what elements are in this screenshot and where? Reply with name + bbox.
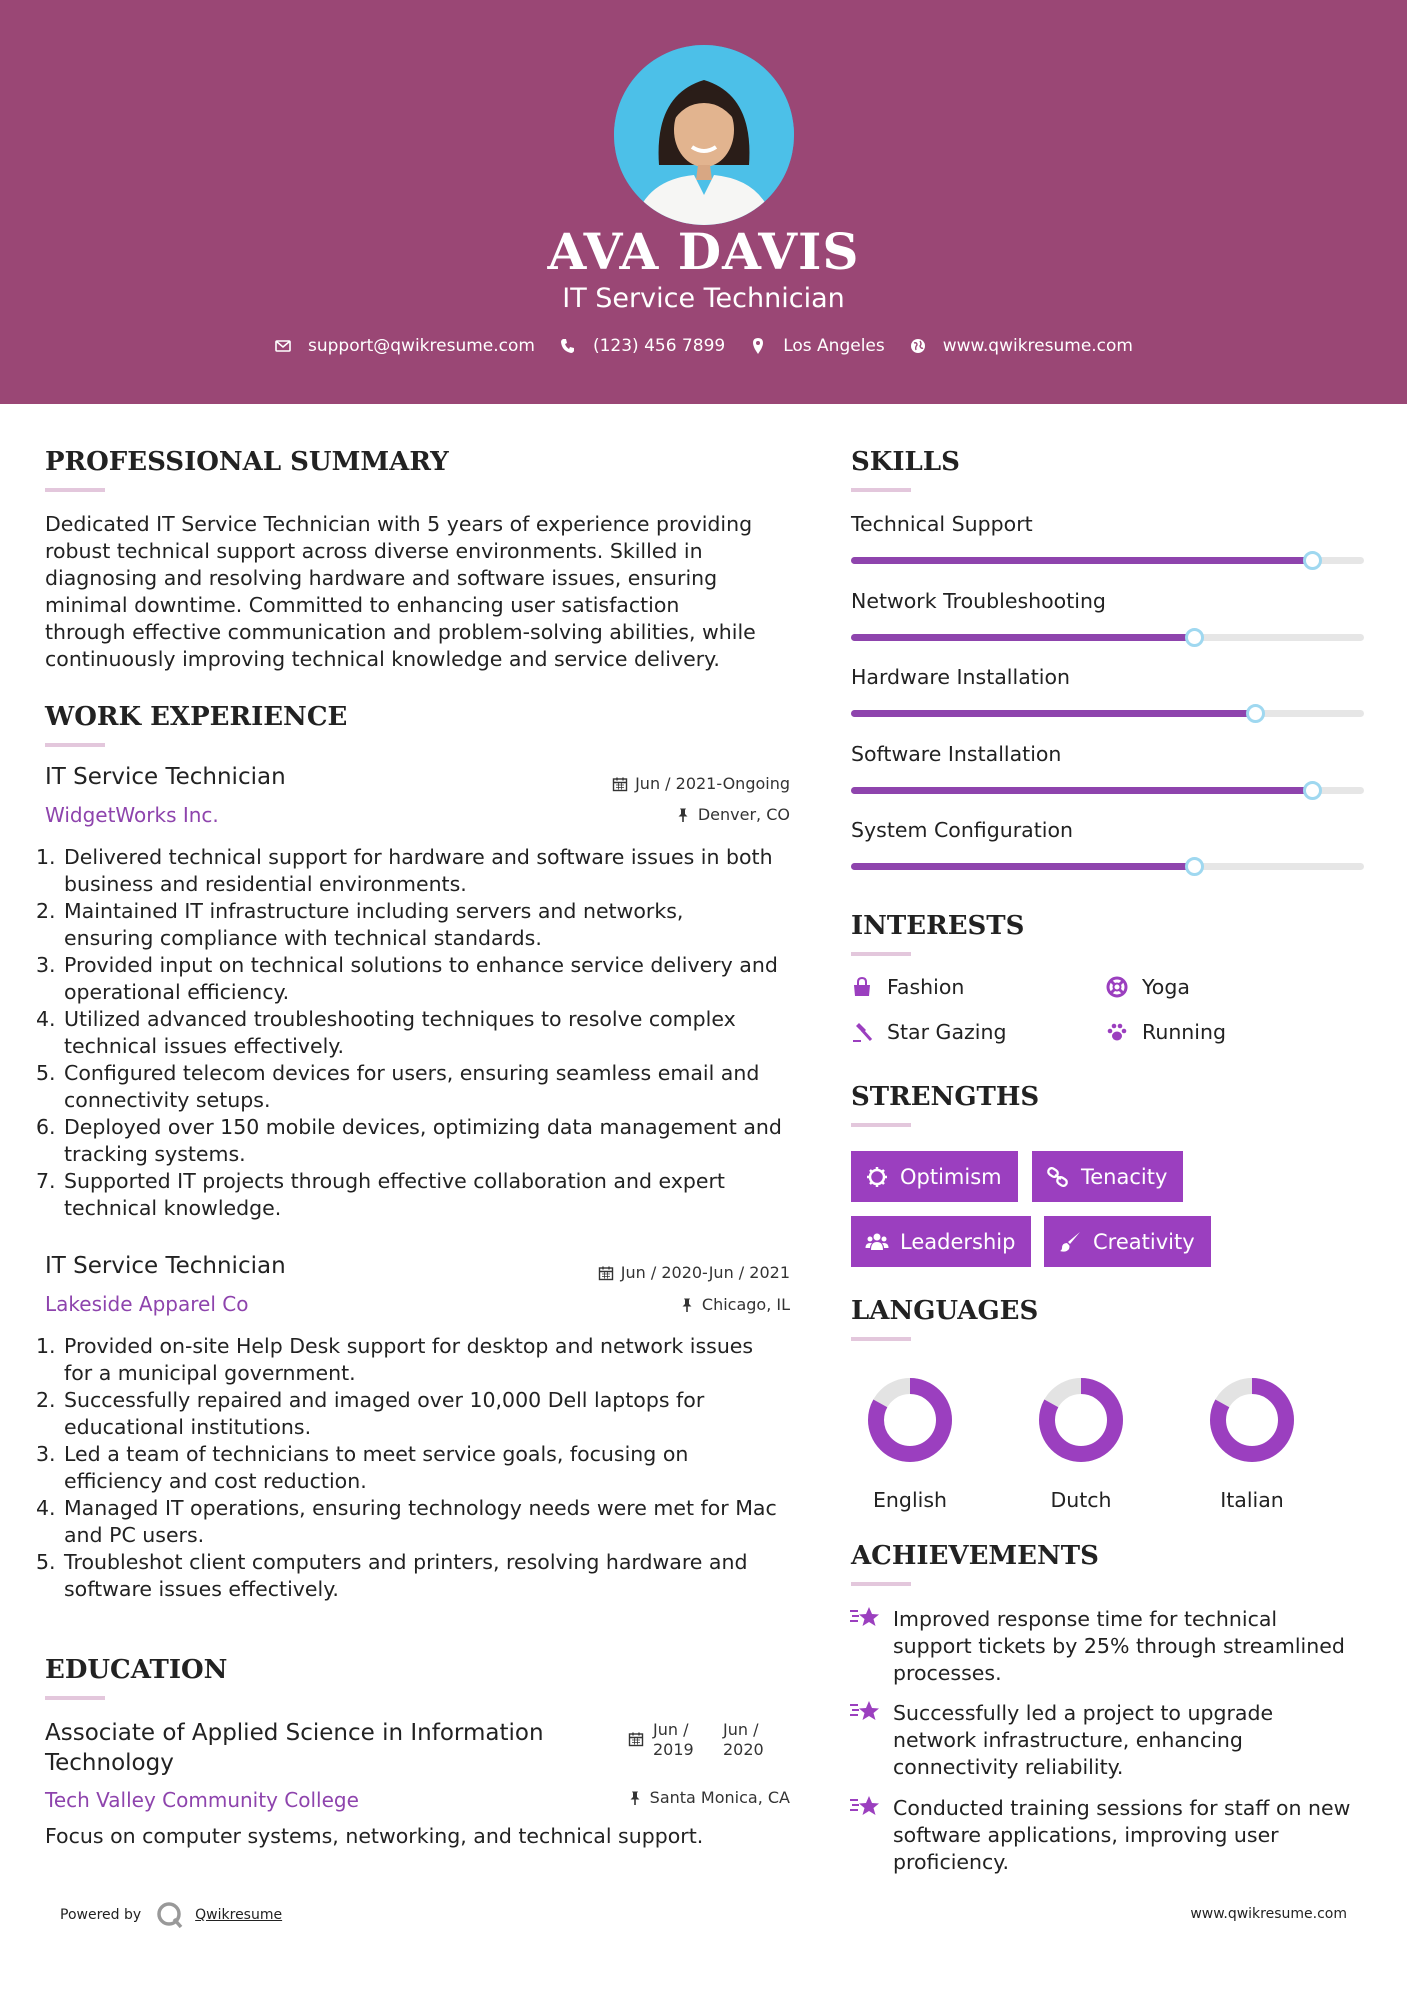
qwikresume-link[interactable]: Qwikresume [195,1907,283,1923]
qwikresume-logo-icon [155,1900,185,1930]
summary-line: minimal downtime. Committed to enhancing user satisfaction [45,593,680,617]
shooting-star-icon [849,1604,881,1632]
work-rule [45,743,105,747]
job-title: IT Service Technician [45,1253,286,1279]
website-text: www.qwikresume.com [942,336,1133,356]
skill-label: Software Installation [851,741,1062,766]
envelope-icon [274,337,292,355]
contact-email[interactable] [274,336,535,356]
pushpin-icon [627,1790,643,1806]
pushpin-icon [679,1297,695,1313]
shooting-star-icon [849,1698,881,1726]
users-icon [865,1230,889,1254]
skill-bar [851,557,1364,564]
profile-photo [614,45,794,225]
language-label: Dutch [1050,1488,1112,1512]
education-start-date: Jun / 2019 [653,1720,694,1759]
skill-bar-fill [851,787,1313,794]
list-item: 2. Maintained IT infrastructure including servers and networks, ensuring compliance with technical standards. [36,899,684,950]
education-heading: EDUCATION [45,1655,228,1685]
paw-icon [1106,1021,1128,1043]
shooting-star-icon [849,1793,881,1821]
language-donut [1031,1370,1131,1470]
list-item: 3. Provided input on technical solutions to enhance service delivery and operational efficiency. [36,953,778,1004]
job-title: IT Service Technician [45,764,286,790]
phone-text: (123) 456 7899 [592,336,726,356]
skill-label: Technical Support [851,512,1033,536]
resume-header [0,0,1407,404]
list-item: 4. Managed IT operations, ensuring technology needs were met for Mac and PC users. [36,1496,777,1547]
contact-website[interactable] [909,336,1133,356]
languages-heading: LANGUAGES [851,1296,1039,1326]
list-item: 1. Delivered technical support for hardware and software issues in both business and residential environments. [36,845,773,896]
job-date-text: Jun / 2021-Ongoing [635,774,790,793]
skill-level-knob [1185,857,1204,876]
skill-bar [851,634,1364,641]
interest-item: Running [1106,1020,1226,1044]
summary-line: through effective communication and problem-solving abilities, while [45,620,756,644]
skill-level-knob [1185,628,1204,647]
globe-icon [909,337,927,355]
achievement-item: Successfully led a project to upgrade network infrastructure, enhancing connectivity reliability. [849,1700,1273,1781]
pushpin-icon [675,807,691,823]
job-date [598,1263,790,1282]
footer-website[interactable]: www.qwikresume.com [1190,1906,1347,1922]
lifebuoy-icon [1106,976,1128,998]
strength-badge: Leadership [851,1216,1031,1267]
job-date-text: Jun / 2020-Jun / 2021 [620,1263,790,1282]
school-name: Tech Valley Community College [45,1788,359,1812]
strength-badge: Tenacity [1032,1151,1183,1202]
skill-bar-fill [851,710,1256,717]
gear-icon [865,1165,889,1189]
job-location-text: Chicago, IL [701,1295,790,1314]
email-text: support@qwikresume.com [308,336,535,356]
languages-rule [851,1337,911,1341]
summary-heading: PROFESSIONAL SUMMARY [45,447,449,477]
gavel-icon [851,1021,873,1043]
location-text: Los Angeles [783,336,885,356]
list-item: 3. Led a team of technicians to meet service goals, focusing on efficiency and cost reduction. [36,1442,689,1493]
skill-bar [851,787,1364,794]
list-item: 7. Supported IT projects through effective collaboration and expert technical knowledge. [36,1169,725,1220]
language-label: Italian [1220,1488,1284,1512]
job-location [679,1295,790,1314]
skill-bar [851,710,1364,717]
strengths-heading: STRENGTHS [851,1082,1040,1112]
education-rule [45,1696,105,1700]
job-duties [36,844,805,1222]
interest-item: Fashion [851,975,964,999]
language-item [860,1370,960,1512]
map-marker-icon [749,337,767,355]
shopping-bag-icon [851,976,873,998]
list-item: 2. Successfully repaired and imaged over 10,000 Dell laptops for educational institutions. [36,1388,705,1439]
powered-by [60,1900,282,1930]
skill-bar-fill [851,557,1313,564]
language-donut [860,1370,960,1470]
education-description: Focus on computer systems, networking, and technical support. [45,1824,704,1848]
education-location [627,1788,790,1807]
skill-label: Network Troubleshooting [851,588,1106,613]
list-item: 6. Deployed over 150 mobile devices, optimizing data management and tracking systems. [36,1115,782,1166]
skills-heading: SKILLS [851,447,960,477]
education-location-text: Santa Monica, CA [649,1788,790,1807]
calendar-icon [628,1731,644,1747]
contact-bar [0,336,1407,356]
language-item [1031,1370,1131,1512]
phone-icon [559,337,577,355]
achievement-item: Conducted training sessions for staff on new software applications, improving user proficiency. [849,1795,1350,1876]
skill-label: Hardware Installation [851,665,1071,689]
skill-level-knob [1246,704,1265,723]
contact-phone[interactable] [559,336,725,356]
summary-line: Dedicated IT Service Technician with 5 years of experience providing [45,512,753,536]
calendar-icon [598,1265,614,1281]
language-donut [1202,1370,1302,1470]
degree-line: Technology [45,1750,174,1776]
strength-badge: Creativity [1044,1216,1211,1267]
summary-text [45,511,756,673]
degree-title [45,1718,544,1778]
degree-line: Associate of Applied Science in Information [45,1720,544,1746]
skill-level-knob [1303,551,1322,570]
language-item [1202,1370,1302,1512]
summary-rule [45,488,105,492]
summary-line: diagnosing and resolving hardware and software issues, ensuring [45,566,718,590]
company-name: WidgetWorks Inc. [45,803,219,827]
language-label: English [872,1488,948,1512]
candidate-name: AVA DAVIS [547,222,860,281]
interests-rule [851,952,911,956]
skill-bar-fill [851,634,1195,641]
company-name: Lakeside Apparel Co [45,1292,249,1316]
job-location-text: Denver, CO [697,805,790,824]
achievements-heading: ACHIEVEMENTS [851,1541,1099,1571]
powered-by-label: Powered by [60,1907,142,1923]
education-end-date: Jun / 2020 [723,1720,764,1759]
contact-location [749,336,885,356]
paint-brush-icon [1058,1230,1082,1254]
list-item: 5. Troubleshot client computers and printers, resolving hardware and software issues effectively. [36,1550,748,1601]
job-date [612,774,790,793]
job-duties [36,1333,805,1603]
skills-rule [851,488,911,492]
candidate-title: IT Service Technician [562,283,845,314]
skill-label: System Configuration [851,818,1073,842]
interests-heading: INTERESTS [851,911,1025,941]
job-location [675,805,790,824]
interest-item: Yoga [1106,975,1190,999]
work-heading: WORK EXPERIENCE [45,702,348,732]
strengths-rule [851,1123,911,1127]
strength-badge: Optimism [851,1151,1018,1202]
calendar-icon [612,776,628,792]
skill-level-knob [1303,781,1322,800]
skill-bar [851,863,1364,870]
summary-line: robust technical support across diverse environments. Skilled in [45,539,703,563]
list-item: 5. Configured telecom devices for users, ensuring seamless email and connectivity setups. [36,1061,760,1112]
interest-item: Star Gazing [851,1020,1006,1044]
skill-bar-fill [851,863,1195,870]
achievements-rule [851,1582,911,1586]
list-item: 4. Utilized advanced troubleshooting techniques to resolve complex technical issues effectively. [36,1007,736,1058]
link-icon [1046,1165,1070,1189]
achievement-item: Improved response time for technical support tickets by 25% through streamlined processes. [849,1606,1345,1687]
list-item: 1. Provided on-site Help Desk support for desktop and network issues for a municipal government. [36,1334,754,1385]
summary-line: continuously improving technical knowledge and service delivery. [45,647,720,671]
